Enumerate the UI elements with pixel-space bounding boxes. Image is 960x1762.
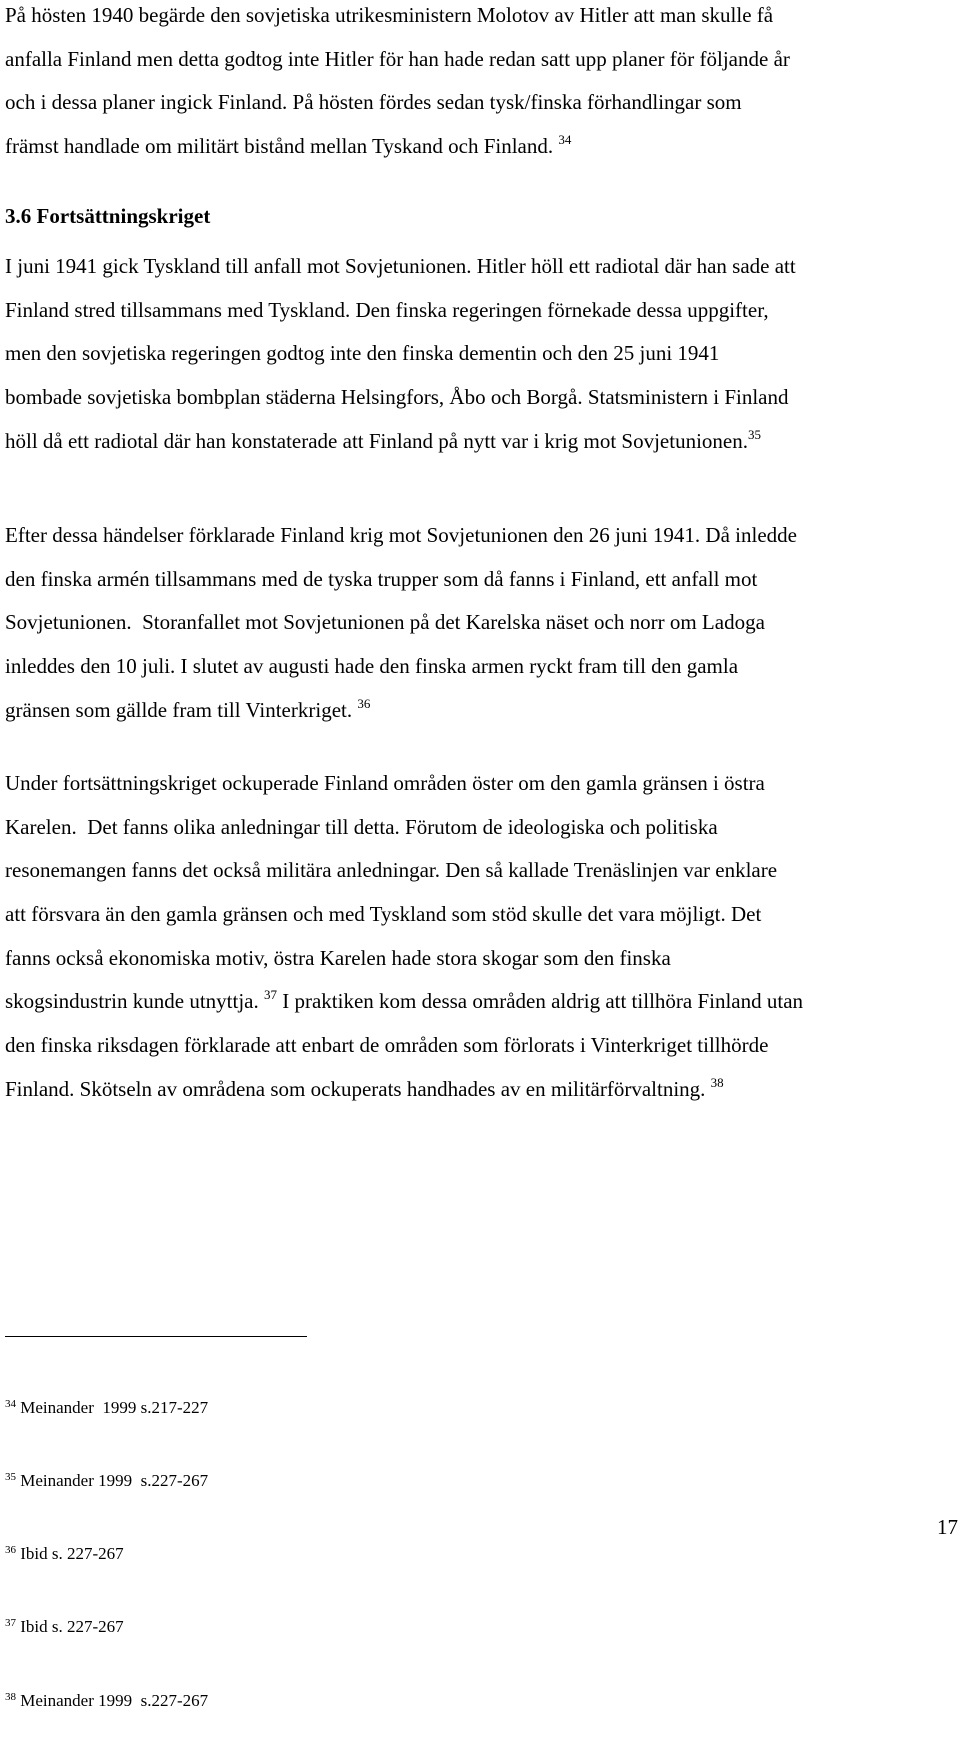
text-segment: I praktiken kom dessa områden aldrig att tillhöra Finland utan [277,989,804,1014]
text-line [5,689,960,733]
page-number: 17 [937,1515,958,1539]
footnote-number: 36 [5,1544,16,1557]
text-line: den finska armén tillsammans med de tyska trupper som då fanns i Finland, ett anfall mot [5,566,758,591]
text-line: men den sovjetiska regeringen godtog inte den finska dementin och den 25 juni 1941 [5,341,720,366]
text-segment: skogsindustrin kunde utnyttja. [5,989,259,1014]
footnote-list [5,1347,208,1762]
section-heading: 3.6 Fortsättningskriget [5,204,211,228]
text-line: Efter dessa händelser förklarade Finland krig mot Sovjetunionen den 26 juni 1941. Då inledde [5,523,797,547]
text-segment: främst handlade om militärt bistånd mellan Tyskand och Finland. [5,134,554,159]
text-line [5,1068,960,1112]
text-line: Karelen. Det fanns olika anledningar till detta. Förutom de ideologiska och politiska [5,814,718,839]
footnote-item [5,1469,208,1493]
footnote-reference[interactable]: 34 [558,132,572,148]
text-line: att försvara än den gamla gränsen och med Tyskland som stöd skulle det vara möjligt. Det [5,902,762,927]
paragraph-1 [5,0,960,169]
text-line: resonemangen fanns det också militära anledningar. Den så kallade Trenäslinjen var enklare [5,858,778,883]
paragraph-3 [5,514,960,732]
text-line: och i dessa planer ingick Finland. På hösten fördes sedan tysk/finska förhandlingar som [5,90,742,115]
text-line: anfalla Finland men detta godtog inte Hitler för han hade redan satt upp planer för följande år [5,46,790,71]
footnote-text: Meinander 1999 s.227-267 [20,1471,209,1491]
footnote-reference[interactable]: 36 [357,695,371,711]
text-line: fanns också ekonomiska motiv, östra Karelen hade stora skogar som den finska [5,945,671,970]
text-line [5,980,960,1024]
text-segment: Finland. Skötseln av områdena som ockuperats handhades av en militärförvaltning. [5,1076,706,1101]
footnote-number: 34 [5,1397,16,1410]
text-segment: höll då ett radiotal där han konstaterade att Finland på nytt var i krig mot Sovjetunionen. [5,428,748,453]
footnote-text: Meinander 1999 s.227-267 [20,1690,209,1710]
footnote-item [5,1542,208,1566]
text-line: Sovjetunionen. Storanfallet mot Sovjetunionen på det Karelska näset och norr om Ladoga [5,610,765,635]
footnote-number: 37 [5,1617,16,1630]
footnote-item [5,1396,208,1420]
text-segment: gränsen som gällde fram till Vinterkriget. [5,697,353,722]
text-line [5,125,960,169]
footnote-reference[interactable]: 38 [710,1074,724,1090]
footnote-number: 35 [5,1471,16,1484]
paragraph-2 [5,245,960,463]
footnote-reference[interactable]: 35 [748,426,761,442]
footnote-number: 38 [5,1690,16,1703]
footnote-text: Ibid s. 227-267 [20,1617,124,1637]
text-line: bombade sovjetiska bombplan städerna Helsingfors, Åbo och Borgå. Statsministern i Finland [5,385,789,410]
text-line: den finska riksdagen förklarade att enbart de områden som förlorats i Vinterkriget tillhörde [5,1033,769,1058]
text-line: Under fortsättningskriget ockuperade Finland områden öster om den gamla gränsen i östra [5,771,765,795]
text-line [5,420,960,464]
paragraph-4 [5,762,960,1112]
text-line: Finland stred tillsammans med Tyskland. Den finska regeringen förnekade dessa uppgifter, [5,297,769,322]
footnote-text: Ibid s. 227-267 [20,1544,124,1564]
footnote-separator [5,1336,307,1337]
footnote-item [5,1615,208,1639]
footnote-item [5,1689,208,1713]
text-line: inleddes den 10 juli. I slutet av augusti hade den finska armen ryckt fram till den gamla [5,654,739,679]
footnote-reference[interactable]: 37 [264,987,277,1003]
text-line: I juni 1941 gick Tyskland till anfall mot Sovjetunionen. Hitler höll ett radiotal där han sade att [5,254,796,278]
text-line: På hösten 1940 begärde den sovjetiska utrikesministern Molotov av Hitler att man skulle få [5,3,774,27]
footnote-text: Meinander 1999 s.217-227 [20,1397,209,1417]
